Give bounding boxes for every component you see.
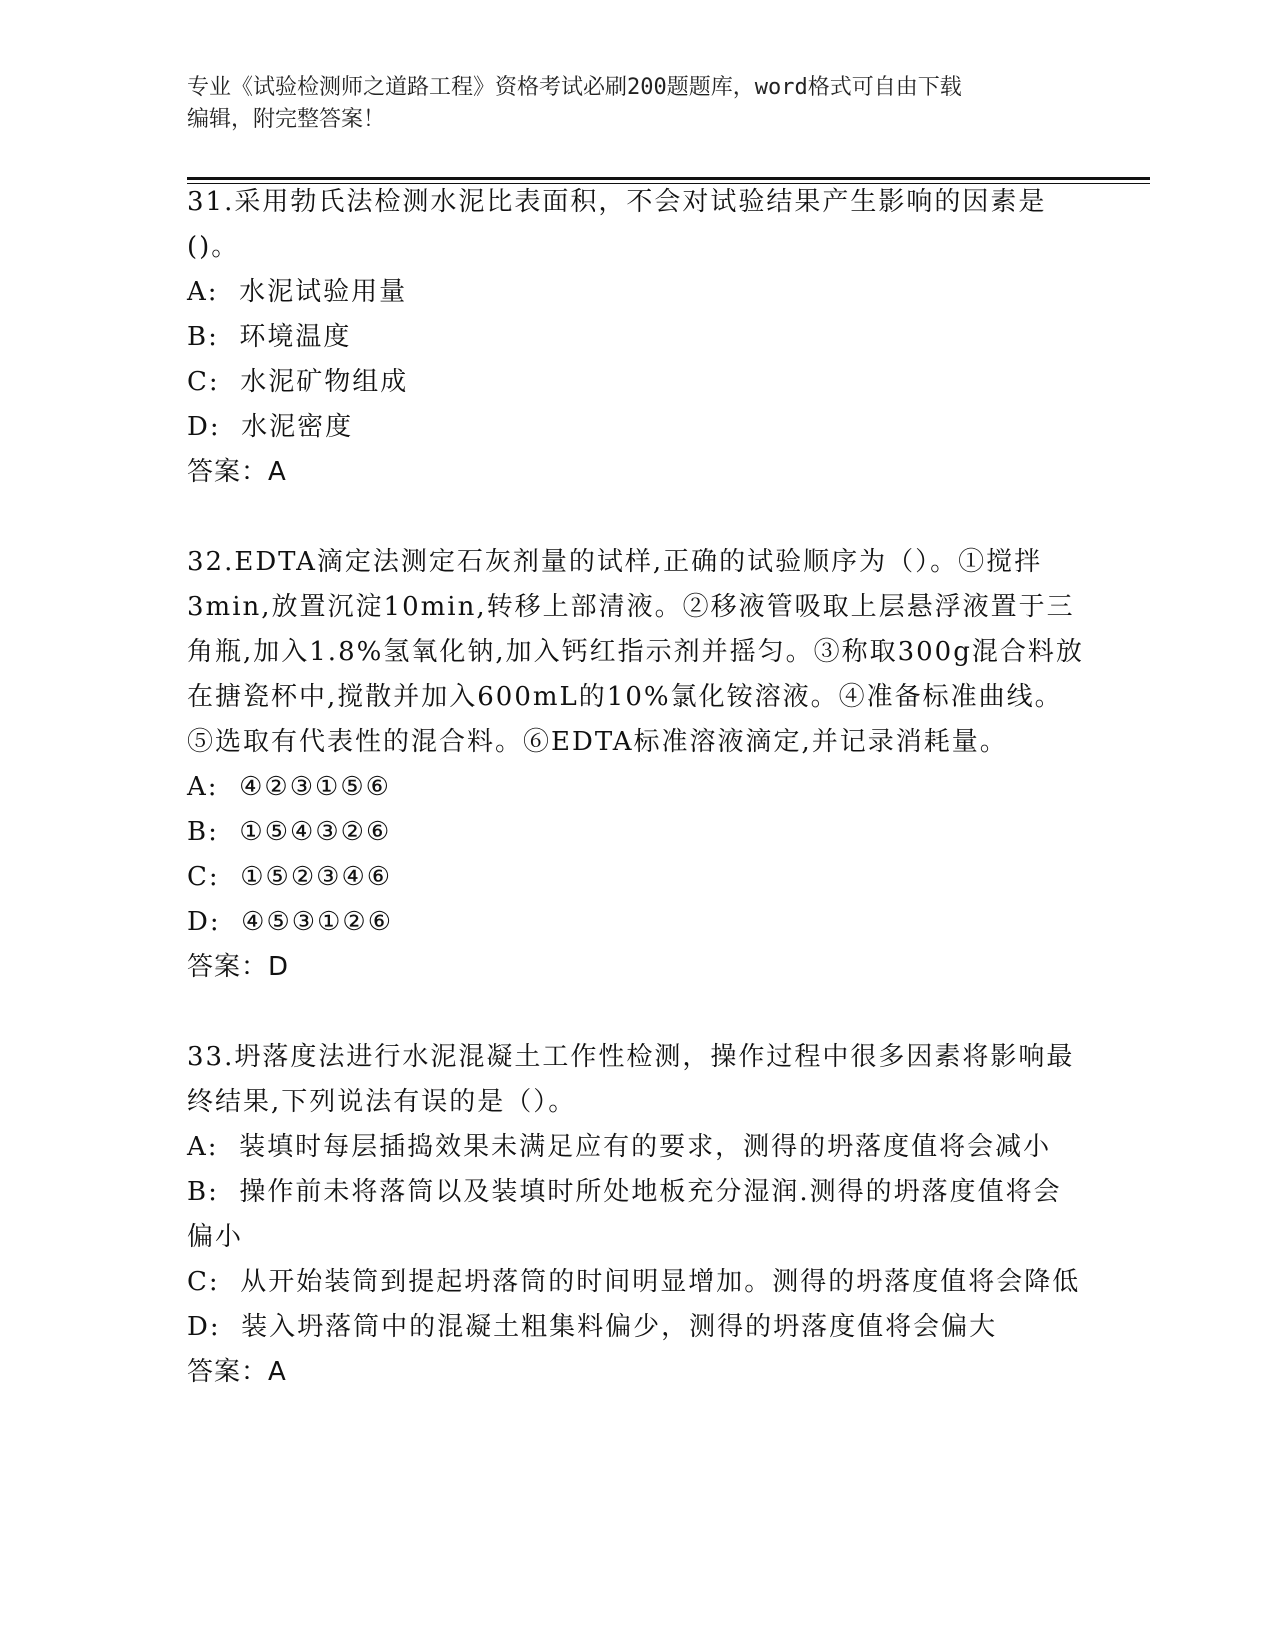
option-text: 环境温度 <box>239 322 352 352</box>
option-text: ④⑤③①②⑥ <box>241 907 394 937</box>
option-c: C: ①⑤②③④⑥ <box>187 862 393 892</box>
option-d: D: 水泥密度 <box>187 412 354 442</box>
option-text: 操作前未将落筒以及装填时所处地板充分湿润.测得的坍落度值将会偏小 <box>187 1177 1062 1252</box>
answer-label: 答案： <box>187 1357 269 1387</box>
question-text: 32.EDTA滴定法测定石灰剂量的试样,正确的试验顺序为（）。①搅拌3min,放置沉淀10min,转移上部清液。②移液管吸取上层悬浮液置于三角瓶,加入1.8%氢氧化钠,加入钙红指示剂并摇匀。③称取300g混合料放在搪瓷杯中,搅散并加入600mL的10%氯化铵溶液。④准备标准曲线。⑤选取有代表性的混合料。⑥EDTA标准溶液滴定,并记录消耗量。 <box>187 547 1084 757</box>
option-c: C: 水泥矿物组成 <box>187 367 409 397</box>
option-text: 装入坍落筒中的混凝土粗集料偏少，测得的坍落度值将会偏大 <box>241 1312 998 1342</box>
option-letter: D <box>187 412 210 442</box>
question-31 <box>187 180 1087 495</box>
option-c: C: 从开始装筒到提起坍落筒的时间明显增加。测得的坍落度值将会降低 <box>187 1267 1081 1297</box>
answer-line <box>187 450 1087 495</box>
document-header <box>187 72 1087 136</box>
option-letter: D <box>187 1312 210 1342</box>
question-33 <box>187 1035 1087 1395</box>
header-line-2: 编辑，附完整答案！ <box>187 107 386 132</box>
option-text: ①⑤④③②⑥ <box>239 817 392 847</box>
header-line-1: 专业《试验检测师之道路工程》资格考试必刷200题题库，word格式可自由下载 <box>187 75 962 100</box>
option-letter: B <box>187 1177 209 1207</box>
answer-line <box>187 945 1087 990</box>
answer-value: A <box>268 457 287 487</box>
answer-label: 答案： <box>187 457 269 487</box>
option-d: D: ④⑤③①②⑥ <box>187 907 394 937</box>
option-text: ④②③①⑤⑥ <box>239 772 391 802</box>
option-text: 水泥密度 <box>241 412 354 442</box>
option-a: A: 水泥试验用量 <box>187 277 408 307</box>
option-letter: B <box>187 817 209 847</box>
option-letter: A <box>187 1132 208 1162</box>
option-a: A: 装填时每层插捣效果未满足应有的要求，测得的坍落度值将会减小 <box>187 1132 1052 1162</box>
option-b: B: ①⑤④③②⑥ <box>187 817 392 847</box>
option-text: 装填时每层插捣效果未满足应有的要求，测得的坍落度值将会减小 <box>239 1132 1052 1162</box>
option-text: 水泥矿物组成 <box>240 367 409 397</box>
option-letter: A <box>187 772 208 802</box>
option-letter: A <box>187 277 208 307</box>
option-letter: C <box>187 1267 209 1297</box>
option-text: ①⑤②③④⑥ <box>240 862 393 892</box>
option-a: A: ④②③①⑤⑥ <box>187 772 391 802</box>
question-text: 33.坍落度法进行水泥混凝土工作性检测，操作过程中很多因素将影响最终结果,下列说法有误的是（）。 <box>187 1042 1075 1117</box>
answer-value: D <box>268 952 290 982</box>
question-32 <box>187 540 1087 990</box>
answer-value: A <box>268 1357 287 1387</box>
option-b: B: 操作前未将落筒以及装填时所处地板充分湿润.测得的坍落度值将会偏小 <box>187 1177 1062 1252</box>
question-text: 31.采用勃氏法检测水泥比表面积，不会对试验结果产生影响的因素是()。 <box>187 187 1047 262</box>
answer-line <box>187 1350 1087 1395</box>
answer-label: 答案： <box>187 952 269 982</box>
option-text: 水泥试验用量 <box>239 277 408 307</box>
option-letter: B <box>187 322 209 352</box>
option-d: D: 装入坍落筒中的混凝土粗集料偏少，测得的坍落度值将会偏大 <box>187 1312 998 1342</box>
option-b: B: 环境温度 <box>187 322 352 352</box>
option-letter: C <box>187 367 209 397</box>
option-letter: C <box>187 862 209 892</box>
option-letter: D <box>187 907 210 937</box>
option-text: 从开始装筒到提起坍落筒的时间明显增加。测得的坍落度值将会降低 <box>240 1267 1081 1297</box>
